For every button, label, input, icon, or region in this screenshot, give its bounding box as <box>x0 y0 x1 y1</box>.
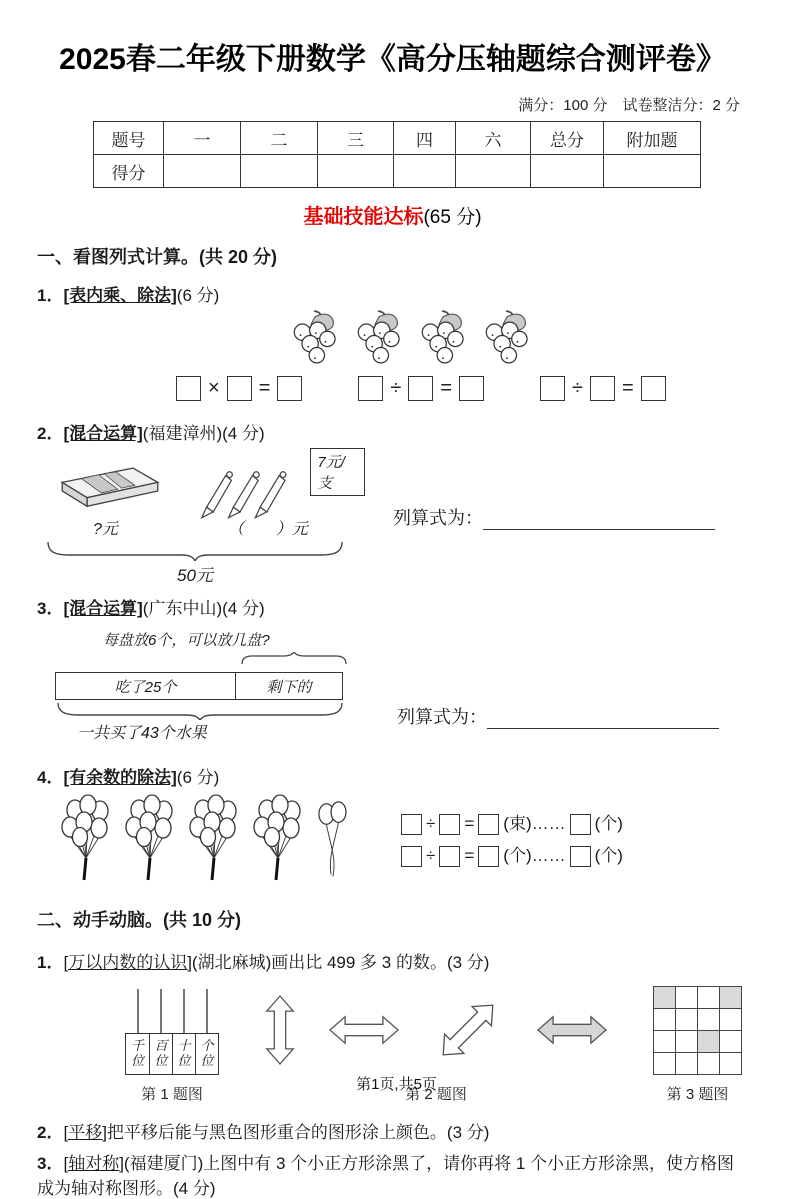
band-points: (65 分) <box>423 207 482 228</box>
divide-sign: ÷ <box>572 377 584 399</box>
unit-label: (个) <box>594 813 623 833</box>
answer-blank[interactable] <box>483 510 715 530</box>
bar-diagram <box>55 672 343 700</box>
bar-cell-eaten: 吃了25个 <box>56 673 236 699</box>
answer-label: 列算式为： <box>397 707 487 727</box>
question-points: (4 分) <box>222 599 265 618</box>
score-note: 满分：100 分 试卷整洁分：2 分 <box>518 97 740 114</box>
answer-box[interactable] <box>439 814 460 835</box>
divide-sign: ÷ <box>426 846 436 865</box>
s1-q3-line <box>37 594 748 619</box>
band-heading <box>37 200 748 229</box>
remainder-dots: …… <box>531 846 566 865</box>
question-number: 1． <box>37 286 64 305</box>
pencil-case-icon <box>45 462 169 520</box>
answer-blank[interactable] <box>487 709 719 729</box>
grapes-icon <box>289 308 337 366</box>
score-table-header-cell: 六 <box>456 122 531 155</box>
s1-q4-figure-row <box>37 794 748 882</box>
grid-cell[interactable] <box>654 1031 675 1052</box>
diagram-caption: 第 1 题图 <box>141 1086 203 1103</box>
grapes-icon <box>417 308 465 366</box>
question-number: 4． <box>37 768 64 787</box>
s1-q3-answer <box>397 703 719 743</box>
s1-q2-figure-row <box>37 448 748 586</box>
score-cell[interactable] <box>164 155 241 188</box>
score-cell[interactable] <box>604 155 701 188</box>
balloon-bunch-icon <box>251 794 305 882</box>
s1-q2-answer <box>393 504 715 530</box>
answer-label: 列算式为： <box>393 508 483 528</box>
diagram-caption: 第 3 题图 <box>666 1086 729 1103</box>
horizontal-arrow-icon[interactable] <box>327 1013 401 1047</box>
overbrace-icon <box>240 652 348 666</box>
gray-horizontal-arrow-icon[interactable] <box>535 1013 609 1047</box>
grid-cell[interactable] <box>676 1031 697 1052</box>
place-value-chart[interactable] <box>125 1033 219 1075</box>
remainder-equation <box>397 841 623 867</box>
unit-price-label: 7元/支 <box>310 448 365 496</box>
question-source: (广东中山) <box>142 599 223 618</box>
score-table-header-cell: 总分 <box>531 122 604 155</box>
equals-sign: = <box>464 813 475 833</box>
place-value-cell: 千位 <box>130 1038 144 1068</box>
equals-sign: = <box>622 377 634 399</box>
band-red-text: 基础技能达标 <box>303 206 424 228</box>
question-number: 3． <box>37 599 64 618</box>
underbrace-icon <box>45 539 345 561</box>
pens-icon <box>197 458 304 520</box>
counting-rods-icon <box>126 989 218 1033</box>
question-tag: [有余数的除法] <box>63 768 177 787</box>
s1-q1-line <box>37 281 748 306</box>
question-tag: [混合运算] <box>63 599 143 618</box>
answer-box[interactable] <box>408 376 433 401</box>
grid-cell[interactable] <box>720 1031 741 1052</box>
question-source: (福建漳州) <box>142 424 223 443</box>
pens-price-label: （ ）元 <box>227 521 308 538</box>
grid-cell[interactable] <box>654 1009 675 1030</box>
unit-label: (个) <box>594 846 623 865</box>
question-tag: [混合运算] <box>63 424 143 443</box>
question-number: 2． <box>37 424 64 443</box>
equals-sign: = <box>464 846 475 865</box>
grid-cell[interactable] <box>676 1009 697 1030</box>
question-tag: [轴对称] <box>63 1154 124 1173</box>
remainder-dots: …… <box>531 813 566 833</box>
score-cell[interactable] <box>241 155 318 188</box>
answer-box[interactable] <box>570 846 591 867</box>
answer-box[interactable] <box>176 376 201 401</box>
divide-sign: ÷ <box>390 377 402 399</box>
question-points: (6 分) <box>176 768 220 787</box>
answer-box[interactable] <box>540 376 565 401</box>
section2-heading: 二、动手动脑。(共 10 分) <box>37 910 242 930</box>
s1-q4-equations <box>397 803 623 873</box>
place-value-cell: 百位 <box>149 1034 172 1074</box>
unit-label: (束) <box>503 813 532 833</box>
balloons-figure <box>59 794 349 882</box>
s2-q1-line <box>37 948 748 973</box>
total-price-label: 50元 <box>177 566 213 585</box>
question-number: 1． <box>37 953 64 972</box>
grid-cell[interactable] <box>654 1053 675 1074</box>
times-sign: × <box>208 377 220 399</box>
answer-box[interactable] <box>459 376 484 401</box>
grid-cell[interactable] <box>720 987 741 1008</box>
vertical-arrow-icon[interactable] <box>263 993 297 1067</box>
symmetry-grid[interactable] <box>653 986 742 1075</box>
grapes-figure <box>289 308 748 366</box>
answer-box[interactable] <box>478 846 499 867</box>
grid-cell[interactable] <box>698 1009 719 1030</box>
answer-box[interactable] <box>358 376 383 401</box>
score-table-header-cell: 附加题 <box>604 122 701 155</box>
question-number: 2． <box>37 1123 64 1142</box>
grid-cell[interactable] <box>698 1053 719 1074</box>
score-table-header-row <box>94 122 701 155</box>
score-row-label: 得分 <box>94 155 164 188</box>
score-table-score-row <box>94 155 701 188</box>
answer-box[interactable] <box>277 376 302 401</box>
fruit-bar-figure <box>55 629 385 743</box>
place-value-cell: 十位 <box>172 1034 195 1074</box>
grid-cell[interactable] <box>698 1031 719 1052</box>
grid-cell[interactable] <box>720 1009 741 1030</box>
equals-sign: = <box>440 377 453 399</box>
s1-q1-equations <box>169 376 748 401</box>
balloon-bunch-icon <box>187 794 241 882</box>
s1-q4-line <box>37 763 748 788</box>
answer-box[interactable] <box>439 846 460 867</box>
bar-cell-left: 剩下的 <box>266 678 312 696</box>
answer-box[interactable] <box>227 376 252 401</box>
question-tag: [平移] <box>63 1123 107 1142</box>
question-tag: [表内乘、除法] <box>63 286 177 305</box>
bar-question-text: 每盘放6个，可以放几盘? <box>103 632 270 649</box>
diagram-caption: 第 2 题图 <box>405 1086 467 1103</box>
page-title: 2025春二年级下册数学《高分压轴题综合测评卷》 <box>59 43 726 76</box>
balloon-bunch-icon <box>123 794 177 882</box>
question-number: 3． <box>37 1154 64 1173</box>
diagonal-arrow-icon[interactable] <box>431 993 505 1067</box>
score-cell[interactable] <box>318 155 394 188</box>
grid-cell[interactable] <box>698 987 719 1008</box>
grid-cell[interactable] <box>720 1053 741 1074</box>
grapes-icon <box>481 308 529 366</box>
answer-box[interactable] <box>641 376 666 401</box>
score-cell[interactable] <box>456 155 531 188</box>
score-table-header-cell: 四 <box>394 122 456 155</box>
equals-sign: = <box>258 377 271 399</box>
balloon-pair-icon <box>315 800 349 882</box>
answer-box[interactable] <box>590 376 615 401</box>
answer-box[interactable] <box>401 814 422 835</box>
bar-total-label: 一共买了43个水果 <box>77 725 207 742</box>
place-value-cell: 个位 <box>195 1034 218 1074</box>
question-points: (4 分) <box>222 424 265 443</box>
grid-cell[interactable] <box>676 987 697 1008</box>
grid-cell[interactable] <box>654 987 675 1008</box>
s1-q2-line <box>37 419 748 444</box>
balloon-bunch-icon <box>59 794 113 882</box>
case-price-label: ?元 <box>93 521 118 538</box>
answer-box[interactable] <box>570 814 591 835</box>
grapes-icon <box>353 308 401 366</box>
grid-cell[interactable] <box>676 1053 697 1074</box>
s2-q3-line <box>37 1149 748 1199</box>
answer-box[interactable] <box>401 846 422 867</box>
s1-q3-figure-row <box>37 629 748 743</box>
score-cell[interactable] <box>531 155 604 188</box>
score-table-header-cell: 一 <box>164 122 241 155</box>
score-cell[interactable] <box>394 155 456 188</box>
score-table-header-cell: 三 <box>318 122 394 155</box>
divide-sign: ÷ <box>426 813 436 833</box>
underbrace-icon <box>55 700 345 720</box>
section1-heading: 一、看图列式计算。(共 20 分) <box>37 247 278 267</box>
page-footer: 第1页,共5页 <box>356 1076 437 1093</box>
question-text: (福建厦门)上图中有 3 个小正方形涂黑了，请你再将 1 个小正方形涂黑，使方格图成为轴对称图形。(4 分) <box>37 1154 735 1198</box>
pencilcase-pens-figure <box>45 448 365 586</box>
unit-label: (个) <box>503 846 532 865</box>
question-text: (湖北麻城)画出比 499 多 3 的数。(3 分) <box>191 953 490 972</box>
question-text: 把平移后能与黑色图形重合的图形涂上颜色。(3 分) <box>106 1123 490 1142</box>
score-table-header-cell: 二 <box>241 122 318 155</box>
score-table-header-cell: 题号 <box>94 122 164 155</box>
answer-box[interactable] <box>478 814 499 835</box>
question-tag: [万以内数的认识] <box>63 953 192 972</box>
remainder-equation <box>397 809 623 835</box>
score-table <box>93 121 701 188</box>
question-points: (6 分) <box>176 286 220 305</box>
